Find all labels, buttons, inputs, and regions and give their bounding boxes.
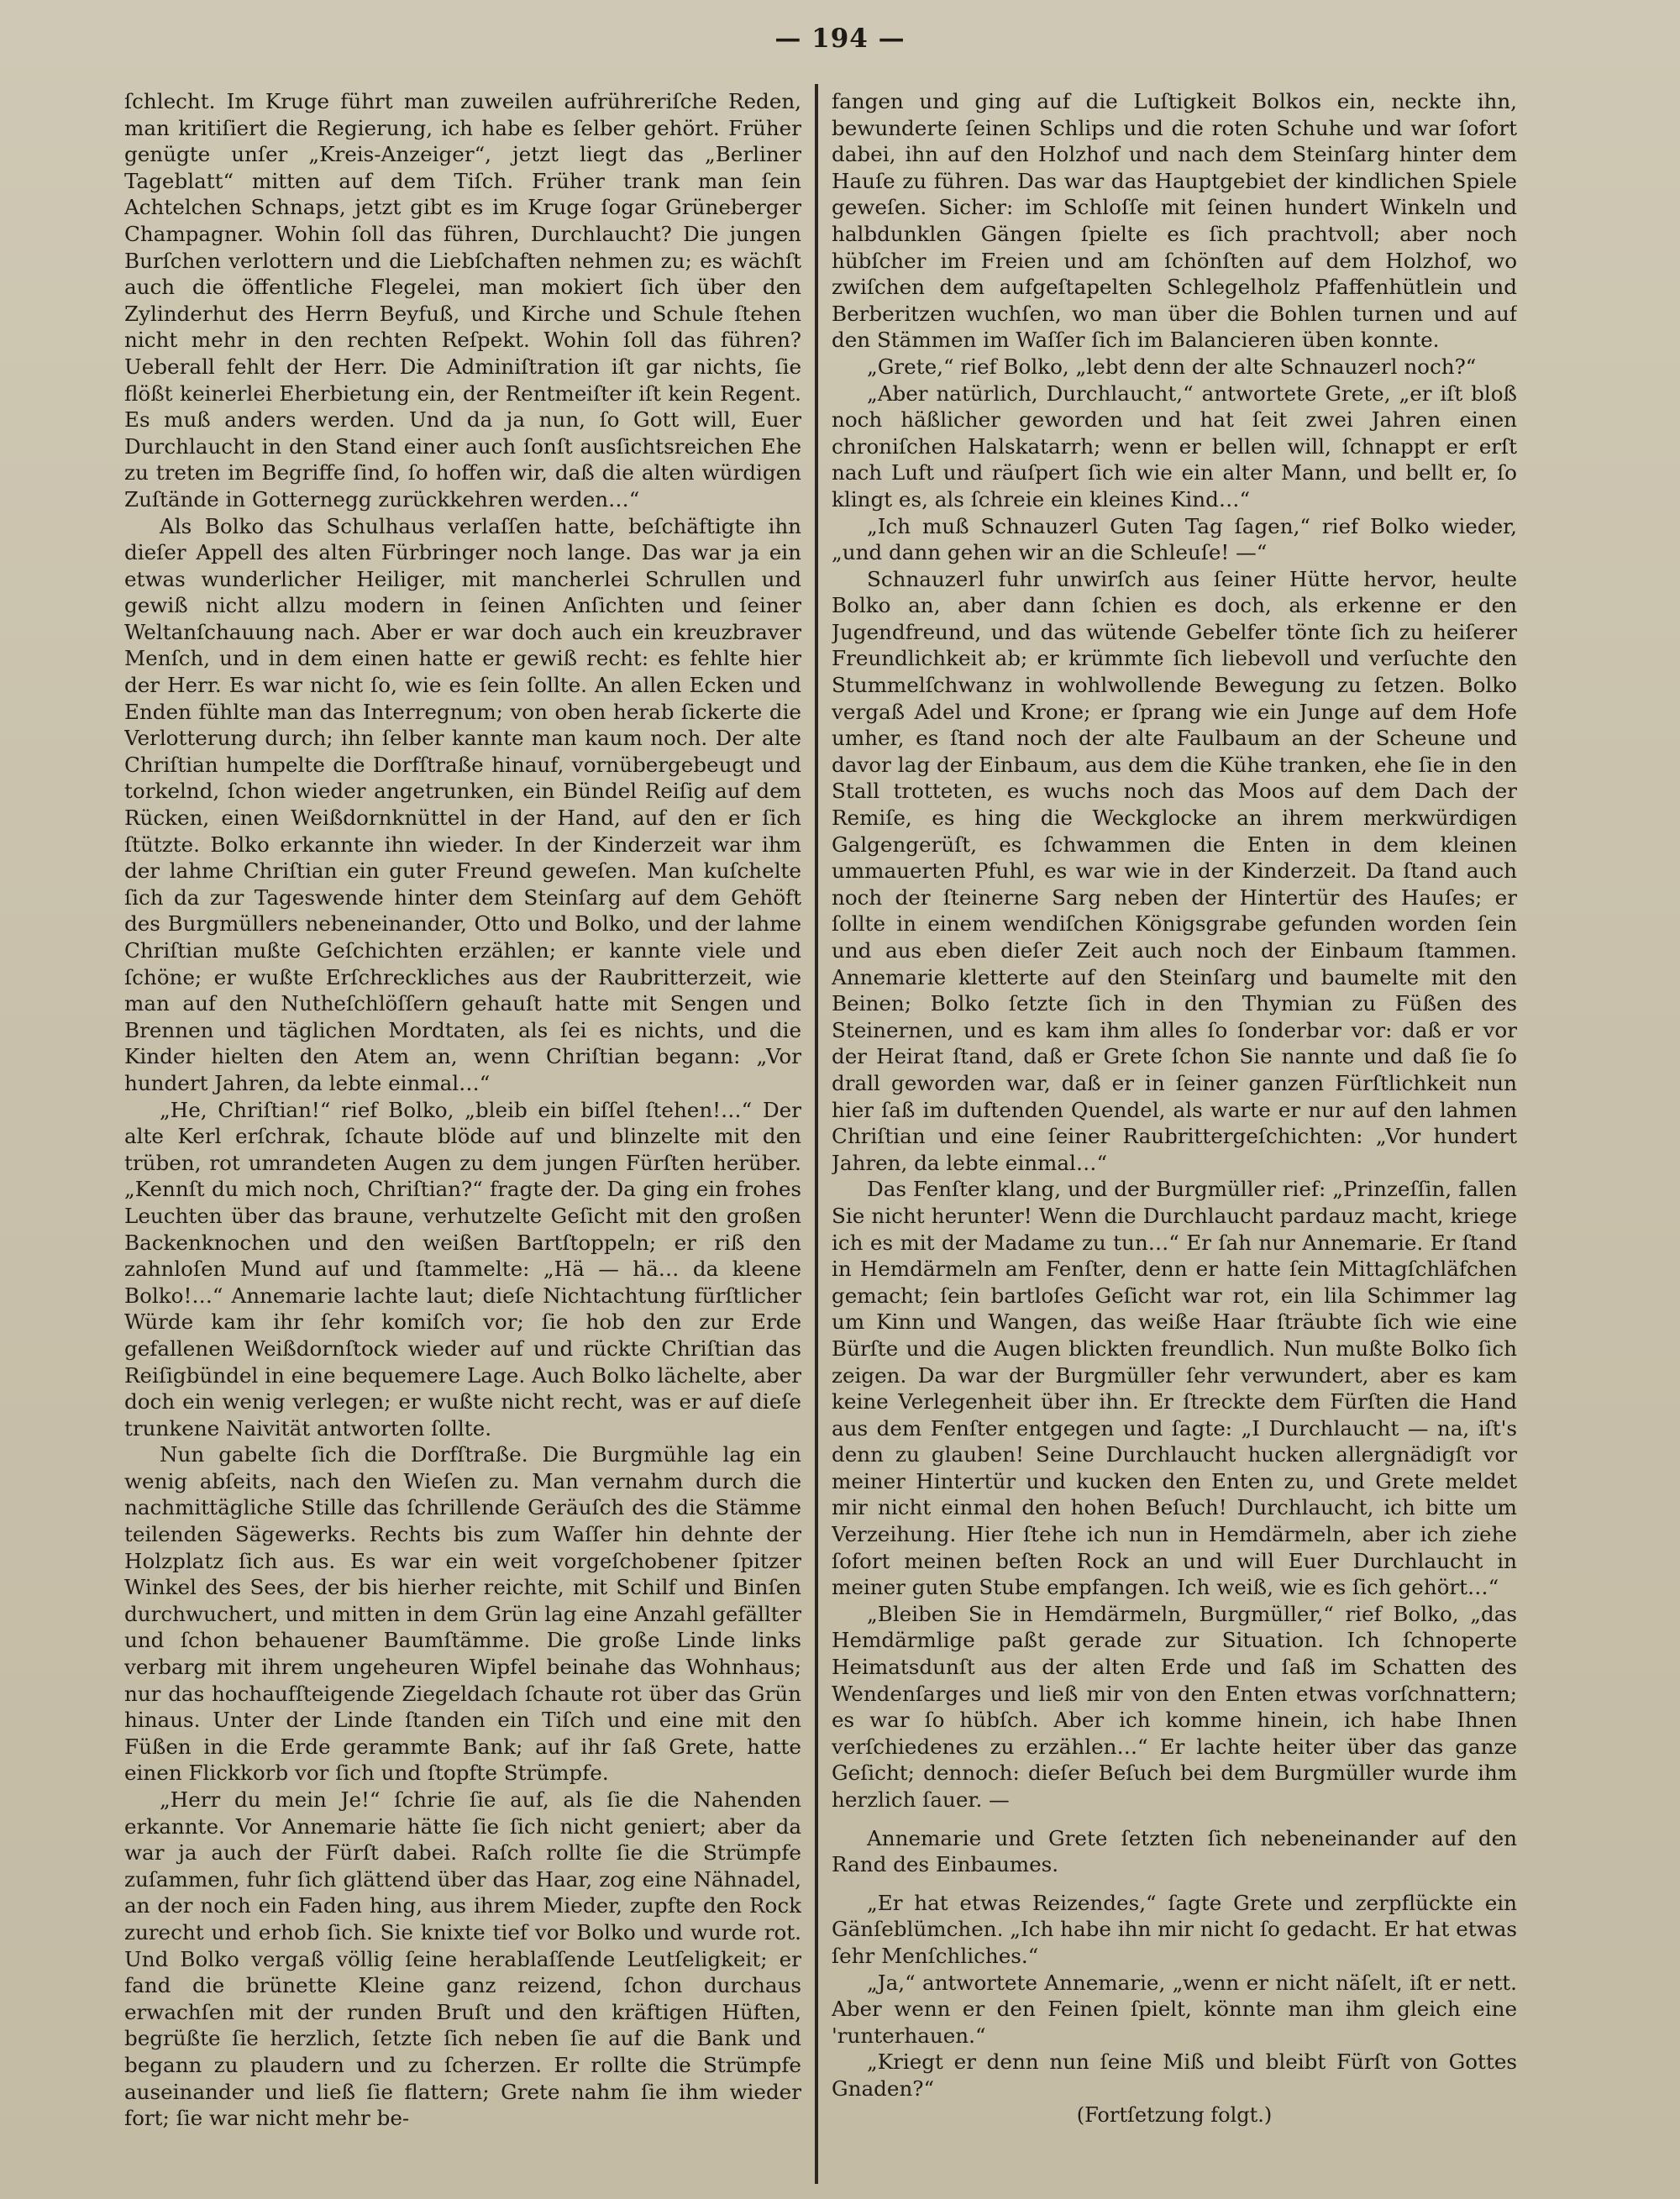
right-paragraph-8: Annemarie und Grete ſetzten ſich nebeneinander auf den Rand des Einbaumes.: [832, 1825, 1517, 1877]
continuation-note: (Fortſetzung folgt.): [1076, 2102, 1273, 2127]
right-paragraph-9: „Er hat etwas Reizendes,“ ſagte Grete und zerpflückte ein Gänſeblümchen. „Ich habe ihn mir nicht ſo gedacht. Er hat etwas ſehr Menſchliches.“: [832, 1890, 1517, 1968]
left-column: [124, 88, 801, 2163]
right-paragraph-1: fangen und ging auf die Luſtigkeit Bolkos ein, neckte ihn, bewunderte ſeinen Schlips und die roten Schuhe und war ſofort dabei, ihn auf den Holzhof und nach dem Steinſarg hinter dem Hauſe zu führen. Das war das Hauptgebiet der kindlichen Spiele geweſen. Sicher: im Schloſſe mit ſeinen hundert Winkeln und halbdunklen Gängen ſpielte es ſich prachtvoll; aber noch hübſcher im Freien und am ſchönſten auf dem Holzhof, wo zwiſchen dem aufgeſtapelten Schlegelholz Pfaffenhütlein und Berberitzen wuchſen, wo man über die Bohlen turnen und auf den Stämmen im Waſſer ſich im Balancieren üben konnte.: [832, 89, 1517, 353]
right-paragraph-5: Schnauzerl fuhr unwirſch aus ſeiner Hütte hervor, heulte Bolko an, aber dann ſchien es doch, als erkenne er den Jugendfreund, und das wütende Gebelfer tönte ſich zu heiſerer Freundlichkeit ab; er krümmte ſich liebevoll und verſuchte den Stummelſchwanz in wohlwollende Bewegung zu ſetzen. Bolko vergaß Adel und Krone; er ſprang wie ein Junge auf dem Hofe umher, es ſtand noch der alte Faulbaum an der Scheune und davor lag der Einbaum, aus dem die Kühe tranken, ehe ſie in den Stall trotteten, es wuchs noch das Moos auf dem Dach der Remiſe, es hing die Weckglocke an ihrem merkwürdigen Galgengerüſt, es ſchwammen die Enten in dem kleinen ummauerten Pfuhl, es war wie in der Kinderzeit. Da ſtand auch noch der ſteinerne Sarg neben der Hintertür des Hauſes; er ſollte in einem wendiſchen Königsgrabe gefunden worden ſein und aus eben dieſer Zeit auch noch der Einbaum ſtammen. Annemarie kletterte auf den Steinſarg und baumelte mit den Beinen; Bolko ſetzte ſich in den Thymian zu Füßen des Steinernen, und es kam ihm alles ſo ſonderbar vor: daß er vor der Heirat ſtand, daß er Grete ſchon Sie nannte und daß ſie ſo drall geworden war, daß er in ſeiner ganzen Fürſtlichkeit nun hier ſaß im duftenden Quendel, als warte er nur auf den lahmen Chriſtian und eine ſeiner Raubrittergeſchichten: „Vor hundert Jahren, da lebte einmal…“: [832, 566, 1517, 1175]
left-paragraph-4: Nun gabelte ſich die Dorfſtraße. Die Burgmühle lag ein wenig abſeits, nach den Wieſen zu. Man vernahm durch die nachmittägliche Stille das ſchrillende Geräuſch des die Stämme teilenden Sägewerks. Rechts bis zum Waſſer hin dehnte der Holzplatz ſich aus. Es war ein weit vorgeſchobener ſpitzer Winkel des Sees, der bis hierher reichte, mit Schilf und Binſen durchwuchert, und mitten in dem Grün lag eine Anzahl gefällter und ſchon behauener Baumſtämme. Die große Linde links verbarg mit ihrem ungeheuren Wipfel beinahe das Wohnhaus; nur das hochaufſteigende Ziegeldach ſchaute rot über das Grün hinaus. Unter der Linde ſtanden ein Tiſch und eine mit den Füßen in die Erde gerammte Bank; auf ihr ſaß Grete, hatte einen Flickkorb vor ſich und ſtopfte Strümpfe.: [124, 1442, 801, 1786]
right-paragraph-6: Das Fenſter klang, und der Burgmüller rief: „Prinzeſſin, fallen Sie nicht herunter! Wenn die Durchlaucht pardauz macht, kriege ich es mit der Madame zu tun…“ Er ſah nur Annemarie. Er ſtand in Hemdärmeln am Fenſter, denn er hatte ſein Mittagſchläfchen gemacht; ſein bartloſes Geſicht war rot, ein lila Schimmer lag um Kinn und Wangen, das weiße Haar ſträubte ſich wie eine Bürſte und die Augen blickten freundlich. Nun mußte Bolko ſich zeigen. Da war der Burgmüller ſehr verwundert, aber es kam keine Verlegenheit über ihn. Er ſtreckte dem Fürſten die Hand aus dem Fenſter entgegen und ſagte: „I Durchlaucht — na, iſt's denn zu glauben! Seine Durchlaucht hucken allergnädigſt vor meiner Hintertür und kucken den Enten zu, und Grete meldet mir nicht einmal den hohen Beſuch! Durchlaucht, ich bitte um Verzeihung. Hier ſtehe ich nun in Hemdärmeln, aber ich ziehe ſofort meinen beſten Rock an und will Euer Durchlaucht in meiner guten Stube empfangen. Ich weiß, wie es ſich gehört…“: [832, 1177, 1517, 1600]
left-paragraph-5: „Herr du mein Je!“ ſchrie ſie auf, als ſie die Nahenden erkannte. Vor Annemarie hätte ſie ſich nicht geniert; aber da war ja auch der Fürſt dabei. Raſch rollte ſie die Strümpfe zuſammen, fuhr ſich glättend über das Haar, zog eine Nähnadel, an der noch ein Faden hing, aus ihrem Mieder, zupfte den Rock zurecht und erhob ſich. Sie knixte tief vor Bolko und wurde rot. Und Bolko vergaß völlig ſeine herablaſſende Leutſeligkeit; er fand die brünette Kleine ganz reizend, ſchon durchaus erwachſen mit der runden Bruſt und den kräftigen Hüften, begrüßte ſie herzlich, ſetzte ſich neben ſie auf die Bank und begann zu plaudern und zu ſcherzen. Er rollte die Strümpfe auseinander und ließ ſie flattern; Grete nahm ſie ihm wieder fort; ſie war nicht mehr be-: [124, 1787, 801, 2131]
right-column: [832, 88, 1517, 2163]
left-paragraph-3: „He, Chriſtian!“ rief Bolko, „bleib ein biſſel ſtehen!…“ Der alte Kerl erſchrak, ſchaute blöde auf und blinzelte mit den trüben, rot umrandeten Augen zu dem jungen Fürſten herüber. „Kennſt du mich noch, Chriſtian?“ fragte der. Da ging ein frohes Leuchten über das braune, verhutzelte Geſicht mit den großen Backenknochen und den weißen Bartſtoppeln; er riß den zahnloſen Mund auf und ſtammelte: „Hä — hä… da kleene Bolko!…“ Annemarie lachte laut; dieſe Nichtachtung fürſtlicher Würde kam ihr ſehr komiſch vor; ſie hob den zur Erde gefallenen Weißdornſtock wieder auf und rückte Chriſtian das Reiſigbündel in eine bequemere Lage. Auch Bolko lächelte, aber doch ein wenig verlegen; er wußte nicht recht, was er auf dieſe trunkene Naivität antworten ſollte.: [124, 1097, 801, 1441]
right-paragraph-3: „Aber natürlich, Durchlaucht,“ antwortete Grete, „er iſt bloß noch häßlicher geworden und hat ſeit zwei Jahren einen chroniſchen Halskatarrh; wenn er bellen will, ſchnappt er erſt nach Luft und räuſpert ſich wie ein alter Mann, und bellt er, ſo klingt es, als ſchreie ein kleines Kind…“: [832, 380, 1517, 512]
page-number: — 194 —: [774, 24, 906, 54]
left-paragraph-2: Als Bolko das Schulhaus verlaſſen hatte, beſchäftigte ihn dieſer Appell des alten Fürbringer noch lange. Das war ja ein etwas wunderlicher Heiliger, mit mancherlei Schrullen und gewiß nicht allzu modern in ſeinen Anſichten und ſeiner Weltanſchauung nach. Aber er war doch auch ein kreuzbraver Menſch, und in dem einen hatte er gewiß recht: es fehlte hier der Herr. Es war nicht ſo, wie es ſein ſollte. An allen Ecken und Enden fühlte man das Interregnum; von oben herab ſickerte die Verlotterung durch; ihn ſelber kannte man kaum noch. Der alte Chriſtian humpelte die Dorfſtraße hinauf, vornübergebeugt und torkelnd, ſchon wieder angetrunken, ein Bündel Reiſig auf dem Rücken, einen Weißdornknüttel in der Hand, auf den er ſich ſtützte. Bolko erkannte ihn wieder. In der Kinderzeit war ihm der lahme Chriſtian ein guter Freund geweſen. Man kuſchelte ſich da zur Tageswende hinter dem Steinſarg auf dem Gehöft des Burgmüllers nebeneinander, Otto und Bolko, und der lahme Chriſtian mußte Geſchichten erzählen; er kannte viele und ſchöne; er wußte Erſchreckliches aus der Raubritterzeit, wie man auf den Nutheſchlöſſern gehauſt hatte mit Sengen und Brennen und täglichen Mordtaten, als ſei es nichts, und die Kinder hielten den Atem an, wenn Chriſtian begann: „Vor hundert Jahren, da lebte einmal…“: [124, 513, 801, 1095]
column-divider: [815, 84, 818, 2184]
right-paragraph-11: „Kriegt er denn nun ſeine Miß und bleibt Fürſt von Gottes Gnaden?“: [832, 2049, 1517, 2101]
right-paragraph-4: „Ich muß Schnauzerl Guten Tag ſagen,“ rief Bolko wieder, „und dann gehen wir an die Schleuſe! —“: [832, 513, 1517, 565]
right-paragraph-7: „Bleiben Sie in Hemdärmeln, Burgmüller,“ rief Bolko, „das Hemdärmlige paßt gerade zur Situation. Ich ſchnoperte Heimatsdunſt aus der alten Erde und ſaß im Schatten des Wendenſarges und ließ mir von den Enten etwas vorſchnattern; es war ſo hübſch. Aber ich komme hinein, ich habe Ihnen verſchiedenes zu erzählen…“ Er lachte heiter über das ganze Geſicht; dennoch: dieſer Beſuch bei dem Burgmüller wurde ihm herzlich ſauer. —: [832, 1601, 1517, 1812]
left-paragraph-1: ſchlecht. Im Kruge führt man zuweilen aufrühreriſche Reden, man kritiſiert die Regierung, ich habe es ſelber gehört. Früher genügte unſer „Kreis-Anzeiger“, jetzt liegt das „Berliner Tageblatt“ mitten auf dem Tiſch. Früher trank man ſein Achtelchen Schnaps, jetzt gibt es im Kruge ſogar Grüneberger Champagner. Wohin ſoll das führen, Durchlaucht? Die jungen Burſchen verlottern und die Liebſchaften nehmen zu; es wächſt auch die öffentliche Flegelei, man mokiert ſich über den Zylinderhut des Herrn Beyfuß, und Kirche und Schule ſtehen nicht mehr in den rechten Reſpekt. Wohin ſoll das führen? Ueberall fehlt der Herr. Die Adminiſtration iſt gar nichts, ſie flößt keinerlei Eherbietung ein, der Rentmeiſter iſt kein Regent. Es muß anders werden. Und da ja nun, ſo Gott will, Euer Durchlaucht in den Stand einer auch ſonſt ausſichtsreichen Ehe zu treten im Begriffe ſind, ſo hoffen wir, daß die alten würdigen Zuſtände in Gotternegg zurückkehren werden…“: [124, 89, 801, 512]
right-paragraph-2: „Grete,“ rief Bolko, „lebt denn der alte Schnauzerl noch?“: [867, 354, 1477, 379]
right-paragraph-10: „Ja,“ antwortete Annemarie, „wenn er nicht näſelt, iſt er nett. Aber wenn er den Feinen ſpielt, könnte man ihm gleich eine 'runterhauen.“: [832, 1970, 1517, 2048]
